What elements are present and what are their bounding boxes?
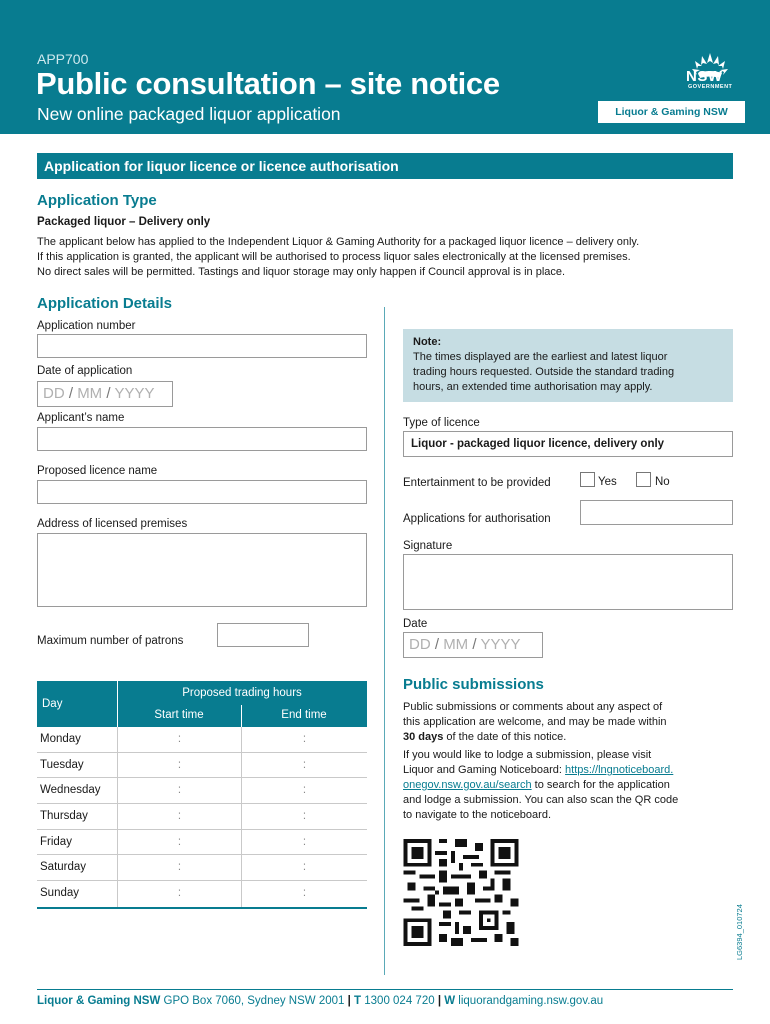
yes-label: Yes (598, 476, 617, 488)
entertainment-yes-checkbox[interactable] (580, 472, 595, 487)
proposed-hours-header: Proposed trading hours (182, 687, 302, 699)
end-time-cell[interactable]: : (241, 830, 367, 855)
end-time-cell[interactable]: : (241, 804, 367, 829)
footer-separator: | (347, 995, 351, 1007)
date-sep: / (68, 385, 74, 402)
noticeboard-link[interactable]: https://lngnoticeboard. (565, 764, 674, 776)
max-patrons-label: Maximum number of patrons (37, 635, 184, 647)
day-label: Sunday (40, 887, 80, 900)
start-time-cell[interactable]: : (117, 727, 241, 752)
day-label: Thursday (40, 810, 88, 823)
start-time-cell[interactable]: : (117, 830, 241, 855)
no-label: No (655, 476, 670, 488)
end-time-cell[interactable]: : (241, 778, 367, 803)
footer (37, 995, 603, 1007)
table-row (37, 881, 367, 907)
table-row (37, 830, 367, 856)
column-divider (384, 307, 385, 975)
public-p1-line-2: this application are welcome, and may be made within (403, 716, 667, 728)
page-title: Public consultation – site notice (36, 66, 500, 101)
date-dd: DD (43, 385, 65, 402)
signature-label: Signature (403, 540, 453, 552)
date-sep: / (434, 636, 440, 653)
date-mm: MM (77, 385, 103, 402)
date-label: Date (403, 618, 428, 630)
application-details-heading: Application Details (37, 295, 173, 312)
date-field[interactable] (403, 632, 543, 658)
section-bar: Application for liquor licence or licence authorisation (37, 153, 733, 179)
document-reference-code: LG6394_010724 (735, 904, 744, 960)
footer-separator: | (437, 995, 442, 1007)
page-subtitle: New online packaged liquor application (37, 104, 341, 124)
date-sep: / (106, 385, 111, 402)
application-number-label: Application number (37, 320, 136, 332)
table-bottom-rule (37, 907, 367, 909)
public-p2-line-3 (403, 778, 670, 793)
footer-phone[interactable]: 1300 024 720 (361, 995, 438, 1007)
public-p2-line-1: If you would like to lodge a submission, please visit (403, 749, 652, 761)
public-submissions-heading: Public submissions (403, 676, 544, 693)
nsw-logo-text: NSW (686, 68, 723, 85)
public-p2-line-3-rest: to search for the application (531, 779, 670, 791)
note-line-2: trading hours requested. Outside the standard trading (413, 366, 675, 378)
note-box (403, 329, 733, 402)
end-time-cell[interactable]: : (241, 753, 367, 778)
public-p2-line-4: and lodge a submission. You can also scan the QR code (403, 794, 679, 806)
start-time-cell[interactable]: : (117, 855, 241, 880)
proposed-licence-name-field[interactable] (37, 480, 367, 504)
header-divider (241, 705, 242, 727)
application-type-subheading: Packaged liquor – Delivery only (37, 216, 211, 228)
table-row (37, 804, 367, 830)
day-label: Tuesday (40, 758, 84, 771)
table-row (37, 778, 367, 804)
end-time-header: End time (281, 709, 327, 721)
entertainment-label: Entertainment to be provided (403, 477, 551, 489)
start-time-cell[interactable]: : (117, 804, 241, 829)
note-line-3: hours, an extended time authorisation may apply. (413, 381, 653, 393)
address-label: Address of licensed premises (37, 518, 188, 530)
footer-web-label: W (441, 995, 456, 1007)
date-dd: DD (409, 636, 431, 653)
application-type-heading: Application Type (37, 192, 157, 209)
application-number-field[interactable] (37, 334, 367, 358)
day-label: Saturday (40, 861, 87, 874)
footer-website-link[interactable]: liquorandgaming.nsw.gov.au (455, 995, 604, 1007)
applications-for-authorisation-field[interactable] (580, 500, 733, 525)
noticeboard-prefix: Liquor and Gaming Noticeboard: (403, 764, 566, 776)
header-divider (117, 681, 118, 727)
day-label: Monday (40, 733, 81, 745)
application-type-line-3: No direct sales will be permitted. Tastings and liquor storage may only happen if Council approval is in place. (37, 266, 566, 278)
date-yyyy: YYYY (114, 385, 155, 402)
liquor-gaming-badge: Liquor & Gaming NSW (598, 101, 745, 123)
table-row (37, 753, 367, 779)
date-of-application-field[interactable] (37, 381, 173, 407)
type-of-licence-field[interactable]: Liquor - packaged liquor licence, delivery only (403, 431, 733, 457)
date-yyyy: YYYY (480, 636, 521, 653)
start-time-cell[interactable]: : (117, 753, 241, 778)
application-type-line-1: The applicant below has applied to the Independent Liquor & Gaming Authority for a packaged liquor licence – delivery only. (37, 236, 640, 248)
end-time-cell[interactable]: : (241, 727, 367, 752)
max-patrons-field[interactable] (217, 623, 309, 647)
qr-code-icon[interactable] (403, 839, 519, 946)
public-p1-line-3 (403, 730, 566, 745)
footer-address: GPO Box 7060, Sydney NSW 2001 (160, 995, 348, 1007)
proposed-licence-name-label: Proposed licence name (37, 465, 158, 477)
day-column-header: Day (42, 698, 63, 710)
signature-field[interactable] (403, 554, 733, 610)
date-mm: MM (443, 636, 469, 653)
day-label: Friday (40, 835, 72, 848)
table-row (37, 855, 367, 881)
end-time-cell[interactable]: : (241, 881, 367, 907)
government-logo-text: GOVERNMENT (688, 84, 733, 90)
date-of-application-label: Date of application (37, 365, 133, 377)
form-code: APP700 (37, 51, 89, 67)
application-type-line-2: If this application is granted, the applicant will be authorised to process liquor sales electronically at the licensed premises. (37, 251, 631, 263)
noticeboard-link[interactable]: onegov.nsw.gov.au/search (403, 779, 532, 791)
note-line-1: The times displayed are the earliest and latest liquor (413, 351, 668, 363)
start-time-cell[interactable]: : (117, 881, 241, 907)
public-p1-rest: of the date of this notice. (443, 731, 567, 743)
end-time-cell[interactable]: : (241, 855, 367, 880)
table-row (37, 727, 367, 753)
start-time-cell[interactable]: : (117, 778, 241, 803)
applications-for-authorisation-label: Applications for authorisation (403, 513, 551, 525)
public-p1-line-1: Public submissions or comments about any aspect of (403, 701, 663, 713)
entertainment-no-checkbox[interactable] (636, 472, 651, 487)
table-header (37, 681, 367, 727)
applicant-name-field[interactable] (37, 427, 367, 451)
note-title: Note: (413, 336, 442, 348)
thirty-days: 30 days (403, 731, 444, 743)
public-p2-line-5: to navigate to the noticeboard. (403, 809, 551, 821)
header-banner (0, 0, 770, 134)
date-sep: / (472, 636, 477, 653)
public-p2-line-2 (403, 763, 673, 778)
type-of-licence-label: Type of licence (403, 417, 480, 429)
trading-hours-table (37, 681, 367, 909)
applicant-name-label: Applicant’s name (37, 412, 125, 424)
footer-phone-label: T (350, 995, 362, 1007)
footer-org: Liquor & Gaming NSW (37, 995, 161, 1007)
day-label: Wednesday (40, 784, 101, 797)
address-field[interactable] (37, 533, 367, 607)
footer-rule (37, 989, 733, 990)
start-time-header: Start time (154, 709, 204, 721)
